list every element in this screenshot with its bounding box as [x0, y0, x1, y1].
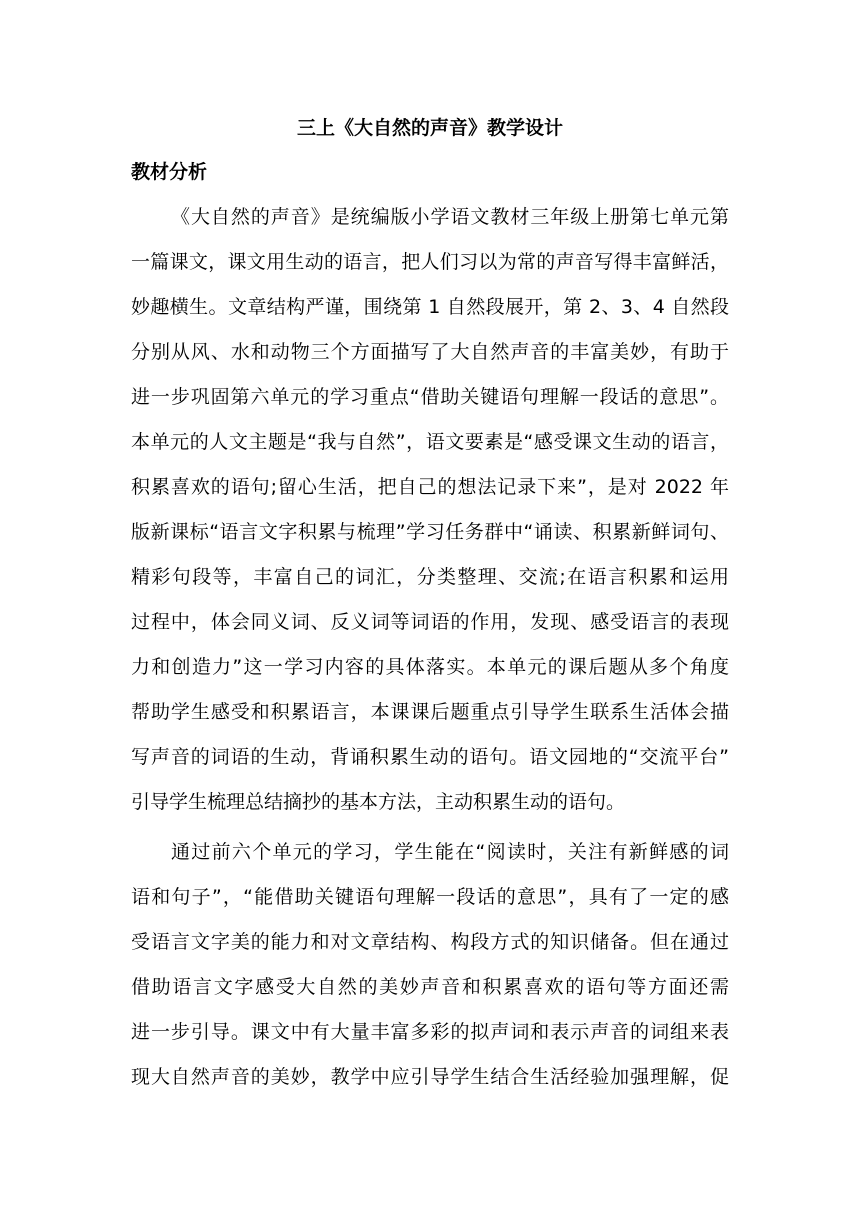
- section-heading: 教材分析: [131, 161, 208, 183]
- paragraph-line: 语和句子”，“能借助关键语句理解一段话的意思”，具有了一定的感: [131, 886, 729, 908]
- document-title: 三上《大自然的声音》教学设计: [296, 117, 563, 139]
- paragraph-line: 本单元的人文主题是“我与自然”，语文要素是“感受课文生动的语言，: [131, 431, 729, 453]
- paragraph-line: 精彩句段等，丰富自己的词汇，分类整理、交流;在语言积累和运用: [131, 566, 729, 588]
- paragraph-line: 受语言文字美的能力和对文章结构、构段方式的知识储备。但在通过: [131, 931, 729, 953]
- paragraph-line: 现大自然声音的美妙，教学中应引导学生结合生活经验加强理解，促: [131, 1066, 729, 1088]
- paragraph-line: 通过前六个单元的学习，学生能在“阅读时，关注有新鲜感的词: [171, 841, 729, 863]
- paragraph-line: 版新课标“语言文字积累与梳理”学习任务群中“诵读、积累新鲜词句、: [131, 521, 729, 543]
- paragraph-line: 写声音的词语的生动，背诵积累生动的语句。语文园地的“交流平台”: [131, 746, 729, 768]
- paragraph-line: 引导学生梳理总结摘抄的基本方法，主动积累生动的语句。: [131, 791, 626, 813]
- paragraph-line: 帮助学生感受和积累语言，本课课后题重点引导学生联系生活体会描: [131, 701, 729, 723]
- paragraph-line: 妙趣横生。文章结构严谨，围绕第 1 自然段展开，第 2、3、4 自然段: [131, 296, 729, 318]
- paragraph-line: 过程中，体会同义词、反义词等词语的作用，发现、感受语言的表现: [131, 611, 729, 633]
- paragraph-line: 力和创造力”这一学习内容的具体落实。本单元的课后题从多个角度: [131, 656, 729, 678]
- paragraph-line: 一篇课文，课文用生动的语言，把人们习以为常的声音写得丰富鲜活，: [131, 251, 729, 273]
- paragraph-line: 分别从风、水和动物三个方面描写了大自然声音的丰富美妙，有助于: [131, 341, 729, 363]
- paragraph-line: 积累喜欢的语句;留心生活，把自己的想法记录下来”，是对 2022 年: [131, 476, 729, 498]
- paragraph-line: 进一步引导。课文中有大量丰富多彩的拟声词和表示声音的词组来表: [131, 1021, 729, 1043]
- paragraph-line: 《大自然的声音》是统编版小学语文教材三年级上册第七单元第: [171, 206, 729, 228]
- paragraph-line: 借助语言文字感受大自然的美妙声音和积累喜欢的语句等方面还需: [131, 976, 729, 998]
- paragraph-line: 进一步巩固第六单元的学习重点“借助关键语句理解一段话的意思”。: [131, 386, 729, 408]
